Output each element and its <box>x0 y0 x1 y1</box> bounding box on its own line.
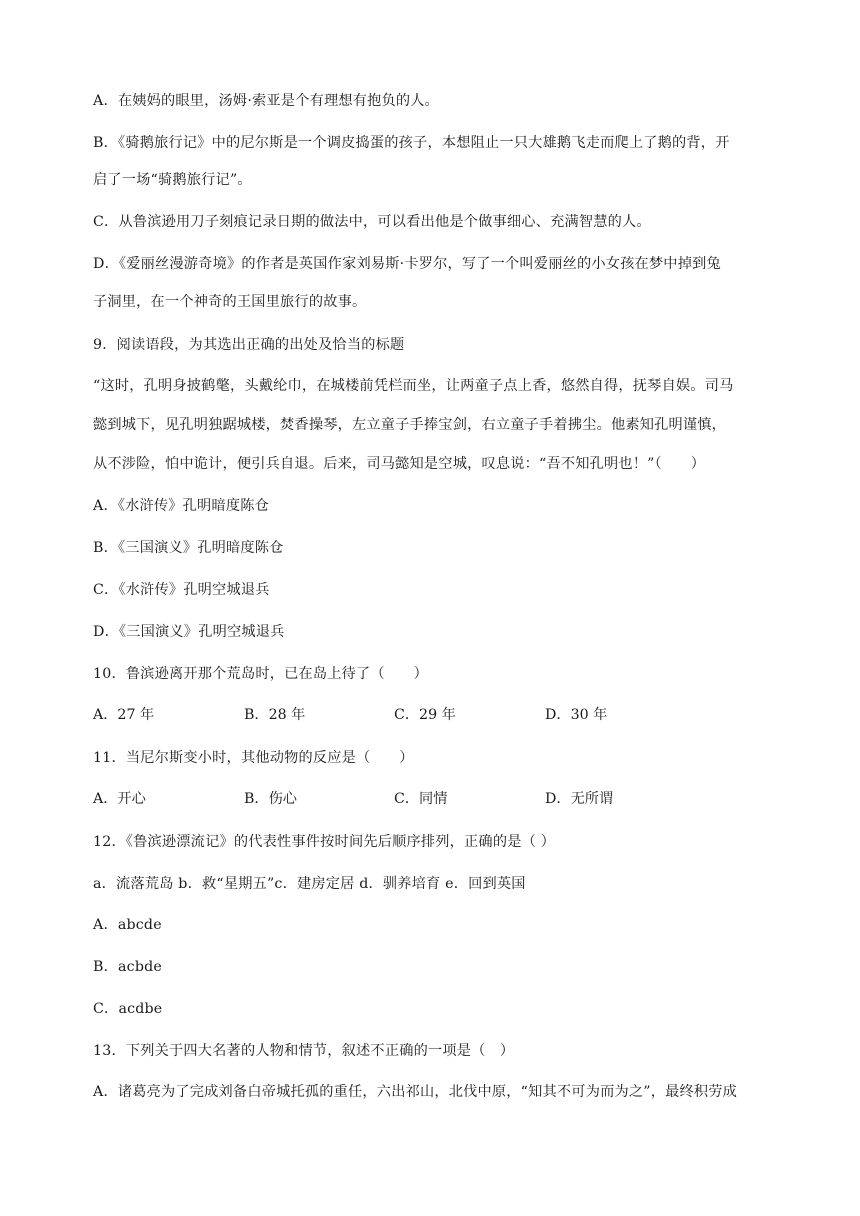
q8-option-b-cont: 启了一场“骑鹅旅行记”。 <box>93 172 252 188</box>
q9-option-b: B．《三国演义》孔明暗度陈仓 <box>93 540 284 556</box>
q13-stem: 13．下列关于四大名著的人物和情节，叙述不正确的一项是（ ） <box>93 1043 515 1059</box>
q10-option-c: C．29 年 <box>394 707 456 723</box>
q12-option-b: B．acbde <box>93 959 162 975</box>
q9-passage-line-2: 懿到城下，见孔明独踞城楼，焚香操琴，左立童子手捧宝剑，右立童子手着拂尘。他素知孔明谨慎， <box>93 417 727 433</box>
q10-option-b: B．28 年 <box>244 707 306 723</box>
q9-option-d: D．《三国演义》孔明空城退兵 <box>93 624 285 640</box>
q8-option-d: D．《爱丽丝漫游奇境》的作者是英国作家刘易斯·卡罗尔，写了一个叫爱丽丝的小女孩在梦中掉到兔 <box>93 256 721 272</box>
q13-option-a: A．诸葛亮为了完成刘备白帝城托孤的重任，六出祁山，北伐中原，“知其不可为而为之”，最终积劳成 <box>93 1084 738 1100</box>
q10-option-a: A．27 年 <box>93 707 155 723</box>
q11-stem: 11．当尼尔斯变小时，其他动物的反应是（ ） <box>93 750 414 766</box>
q11-option-b: B．伤心 <box>244 791 297 807</box>
q12-option-c: C．acdbe <box>93 1001 163 1017</box>
q9-stem: 9．阅读语段，为其选出正确的出处及恰当的标题 <box>93 337 405 353</box>
q11-option-a: A．开心 <box>93 791 146 807</box>
q12-events: a．流落荒岛 b．救“星期五”c．建房定居 d．驯养培育 e．回到英国 <box>93 876 526 892</box>
q11-option-d: D．无所谓 <box>545 791 614 807</box>
q8-option-d-cont: 子洞里，在一个神奇的王国里旅行的故事。 <box>93 294 367 310</box>
q12-option-a: A．abcde <box>93 917 162 933</box>
q8-option-b: B．《骑鹅旅行记》中的尼尔斯是一个调皮捣蛋的孩子，本想阻止一只大雄鹅飞走而爬上了鹅的背，开 <box>93 135 730 151</box>
q11-option-c: C．同情 <box>394 791 448 807</box>
q10-option-d: D．30 年 <box>545 707 608 723</box>
q9-passage-line-1: “这时，孔明身披鹤氅，头戴纶巾，在城楼前凭栏而坐，让两童子点上香，悠然自得，抚琴自娱。司马 <box>93 378 734 394</box>
q9-option-a: A．《水浒传》孔明暗度陈仓 <box>93 498 269 514</box>
q8-option-a: A．在姨妈的眼里，汤姆·索亚是个有理想有抱负的人。 <box>93 93 440 109</box>
q10-stem: 10．鲁滨逊离开那个荒岛时，已在岛上待了（ ） <box>93 666 428 682</box>
q9-passage-line-3: 从不涉险，怕中诡计，便引兵自退。后来，司马懿知是空城，叹息说：“吾不知孔明也！”（ ） <box>93 456 706 472</box>
q8-option-c: C．从鲁滨逊用刀子刻痕记录日期的做法中，可以看出他是个做事细心、充满智慧的人。 <box>93 214 651 230</box>
q9-option-c: C．《水浒传》孔明空城退兵 <box>93 582 270 598</box>
q12-stem: 12．《鲁滨逊漂流记》的代表性事件按时间先后顺序排列，正确的是（ ） <box>93 834 556 850</box>
